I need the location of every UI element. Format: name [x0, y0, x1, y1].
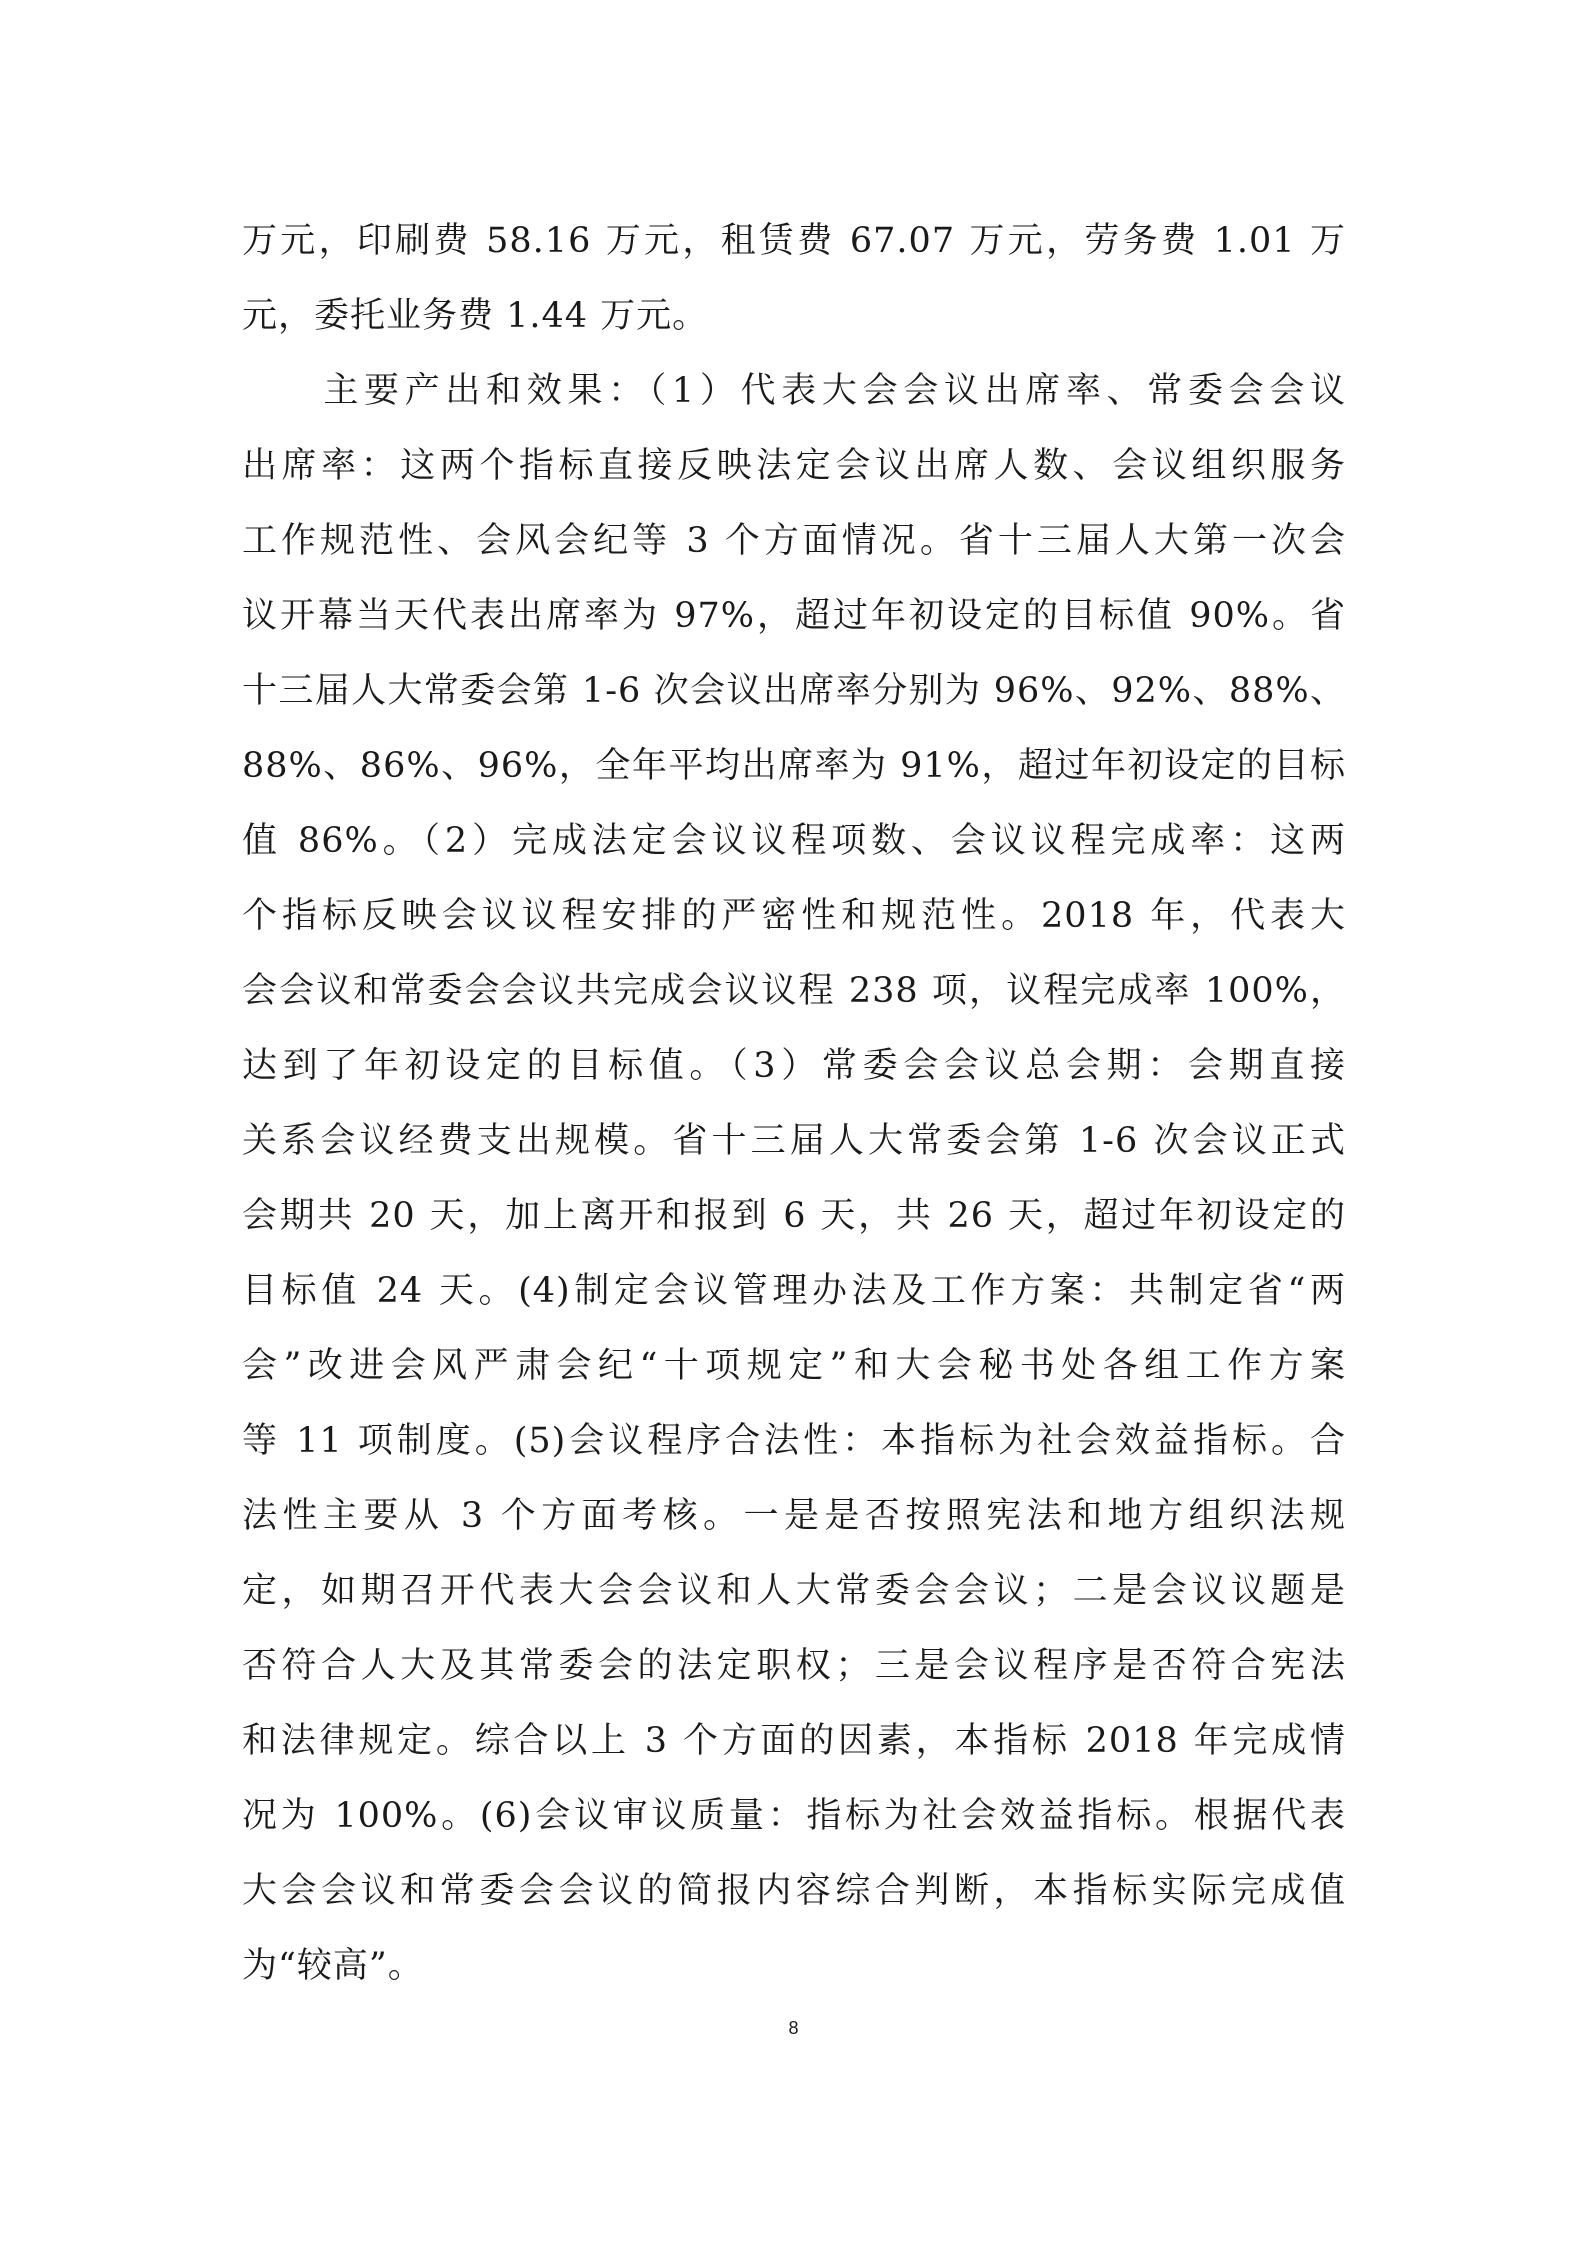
text-line: 为“较高”。 — [242, 1946, 424, 1986]
text-line: 会”改进会风严肃会纪“十项规定”和大会秘书处各组工作方案 — [242, 1346, 1346, 1386]
text-line: 等 11 项制度。(5)会议程序合法性：本指标为社会效益指标。合 — [242, 1421, 1346, 1461]
text-line: 关系会议经费支出规模。省十三届人大常委会第 1-6 次会议正式 — [242, 1121, 1346, 1161]
text-line: 工作规范性、会风会纪等 3 个方面情况。省十三届人大第一次会 — [242, 521, 1346, 561]
text-line: 会期共 20 天，加上离开和报到 6 天，共 26 天，超过年初设定的 — [242, 1196, 1346, 1236]
text-line: 达到了年初设定的目标值。（3）常委会会议总会期：会期直接 — [242, 1046, 1346, 1086]
text-line: 和法律规定。综合以上 3 个方面的因素，本指标 2018 年完成情 — [242, 1721, 1346, 1761]
text-line: 法性主要从 3 个方面考核。一是是否按照宪法和地方组织法规 — [242, 1496, 1346, 1536]
text-line: 值 86%。（2）完成法定会议议程项数、会议议程完成率：这两 — [242, 821, 1346, 861]
text-line: 88%、86%、96%，全年平均出席率为 91%，超过年初设定的目标 — [242, 746, 1346, 786]
text-line: 大会会议和常委会会议的简报内容综合判断，本指标实际完成值 — [242, 1871, 1346, 1911]
text-line: 会会议和常委会会议共完成会议议程 238 项，议程完成率 100%， — [242, 971, 1346, 1011]
text-line: 十三届人大常委会第 1-6 次会议出席率分别为 96%、92%、88%、 — [242, 671, 1346, 711]
text-line: 万元，印刷费 58.16 万元，租赁费 67.07 万元，劳务费 1.01 万 — [242, 221, 1346, 261]
text-line: 目标值 24 天。(4)制定会议管理办法及工作方案：共制定省“两 — [242, 1271, 1346, 1311]
body-text — [242, 204, 1346, 2004]
text-line: 定，如期召开代表大会会议和人大常委会会议；二是会议议题是 — [242, 1571, 1346, 1611]
text-line: 主要产出和效果：（1）代表大会会议出席率、常委会会议 — [242, 371, 1346, 411]
text-line: 议开幕当天代表出席率为 97%，超过年初设定的目标值 90%。省 — [242, 596, 1346, 636]
text-line: 出席率：这两个指标直接反映法定会议出席人数、会议组织服务 — [242, 446, 1346, 486]
page-number: 8 — [788, 2018, 799, 2038]
text-line: 否符合人大及其常委会的法定职权；三是会议程序是否符合宪法 — [242, 1646, 1346, 1686]
text-line: 况为 100%。(6)会议审议质量：指标为社会效益指标。根据代表 — [242, 1796, 1346, 1836]
text-line: 元，委托业务费 1.44 万元。 — [242, 296, 709, 336]
text-line: 个指标反映会议议程安排的严密性和规范性。2018 年，代表大 — [242, 896, 1346, 936]
